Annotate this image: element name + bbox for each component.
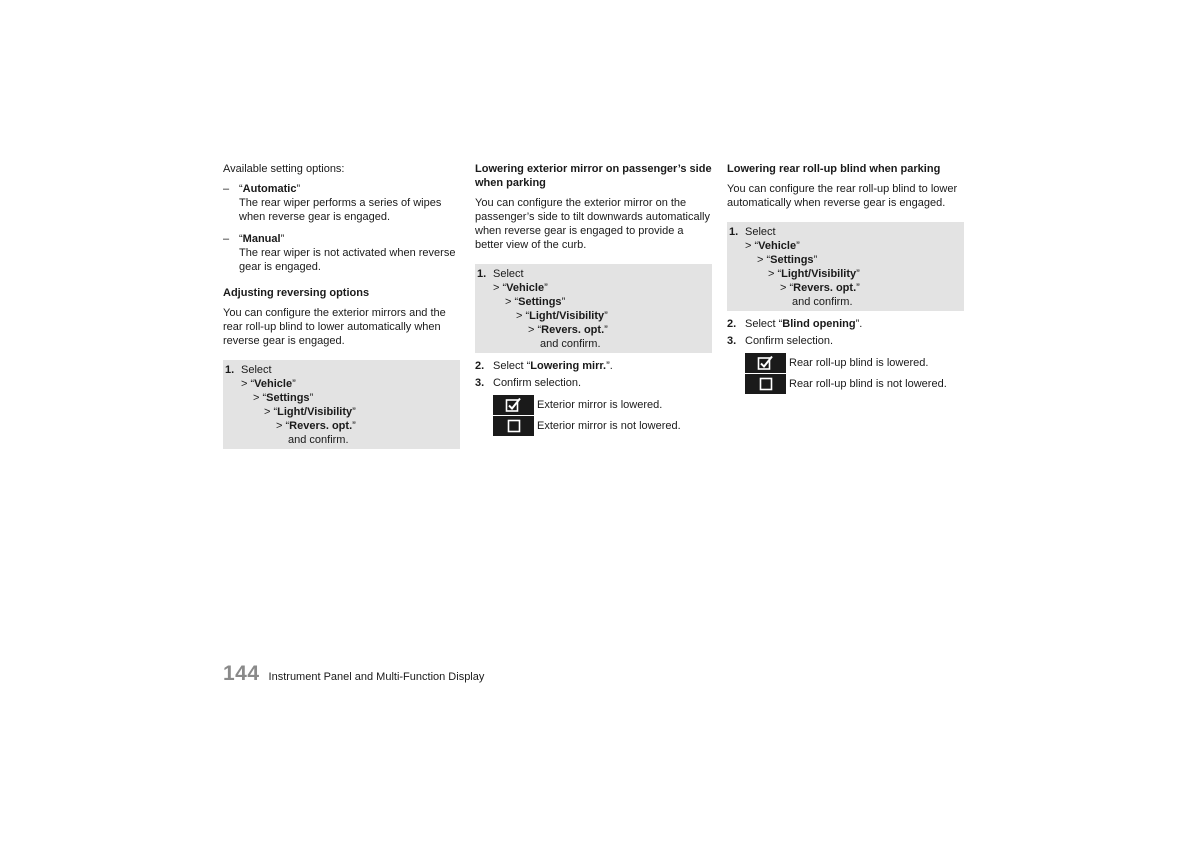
section-body: You can configure the rear roll-up blind to lower automatically when reverse gear is engaged. bbox=[727, 183, 958, 209]
menu-item-revers-opt: Revers. opt. bbox=[793, 282, 857, 294]
step-3 bbox=[475, 376, 712, 390]
column-left bbox=[223, 162, 460, 449]
step-number: 1. bbox=[477, 268, 487, 280]
step-text: Select bbox=[493, 268, 524, 280]
menu-item-settings: Settings bbox=[770, 254, 814, 266]
step-number: 2. bbox=[475, 360, 485, 372]
step-text-end: ”. bbox=[855, 318, 863, 330]
menu-path-vehicle: > “Vehicle” bbox=[493, 282, 548, 294]
section-heading: Lowering rear roll-up blind when parking bbox=[727, 163, 941, 175]
section-heading: Adjusting reversing options bbox=[223, 287, 370, 299]
step-value: Lowering mirr. bbox=[530, 360, 607, 372]
option-unchecked-text: Rear roll-up blind is not lowered. bbox=[789, 378, 947, 390]
option-checked-row bbox=[727, 353, 964, 373]
menu-path-vehicle: > “Vehicle” bbox=[241, 378, 296, 390]
menu-path-settings: > “Settings” bbox=[757, 254, 818, 266]
dash: – bbox=[223, 233, 230, 245]
option-manual bbox=[223, 232, 460, 274]
section-body: You can configure the exterior mirror on the passenger’s side to tilt downwards automatically when reverse gear is engaged to provide a better view of the curb. bbox=[475, 197, 710, 251]
option-unchecked-row bbox=[475, 416, 712, 436]
menu-item-light-visibility: Light/Visibility bbox=[529, 310, 605, 322]
step-value: Blind opening bbox=[782, 318, 856, 330]
step-1 bbox=[225, 363, 458, 377]
menu-path-revers: > “Revers. opt.” bbox=[276, 420, 356, 432]
menu-path-box bbox=[223, 360, 460, 449]
column-right bbox=[727, 162, 964, 394]
menu-item-settings: Settings bbox=[266, 392, 310, 404]
menu-path-box bbox=[475, 264, 712, 353]
option-unchecked-text: Exterior mirror is not lowered. bbox=[537, 420, 681, 432]
chapter-title: Instrument Panel and Multi-Function Display bbox=[268, 671, 485, 683]
menu-path-revers: > “Revers. opt.” bbox=[780, 282, 860, 294]
step-1 bbox=[729, 225, 962, 239]
step-number: 1. bbox=[729, 226, 739, 238]
menu-item-revers-opt: Revers. opt. bbox=[289, 420, 353, 432]
option-automatic bbox=[223, 182, 460, 224]
option-name: “Automatic” bbox=[239, 183, 301, 195]
menu-path-settings: > “Settings” bbox=[253, 392, 314, 404]
option-unchecked-row bbox=[727, 374, 964, 394]
confirm-text: and confirm. bbox=[540, 338, 601, 350]
page-footer bbox=[223, 662, 484, 686]
menu-path-light: > “Light/Visibility” bbox=[264, 406, 356, 418]
menu-path-box bbox=[727, 222, 964, 311]
menu-path-light: > “Light/Visibility” bbox=[516, 310, 608, 322]
menu-item-revers-opt: Revers. opt. bbox=[541, 324, 605, 336]
menu-path-revers: > “Revers. opt.” bbox=[528, 324, 608, 336]
checkbox-empty-icon bbox=[493, 416, 534, 436]
step-text: Select “ bbox=[493, 360, 531, 372]
step-text: Select “ bbox=[745, 318, 783, 330]
step-number: 3. bbox=[727, 335, 737, 347]
step-text: Confirm selection. bbox=[745, 335, 834, 347]
menu-path-settings: > “Settings” bbox=[505, 296, 566, 308]
section-heading: Lowering exterior mirror on passenger’s side when parking bbox=[475, 163, 712, 189]
option-name-value: Manual bbox=[242, 233, 281, 245]
step-number: 2. bbox=[727, 318, 737, 330]
section-body: You can configure the exterior mirrors and the rear roll-up blind to lower automatically when reverse gear is engaged. bbox=[223, 307, 446, 347]
step-text: Select bbox=[241, 364, 272, 376]
step-number: 3. bbox=[475, 377, 485, 389]
menu-item-light-visibility: Light/Visibility bbox=[781, 268, 857, 280]
confirm-text: and confirm. bbox=[792, 296, 853, 308]
option-checked-row bbox=[475, 395, 712, 415]
option-name: “Manual” bbox=[239, 233, 285, 245]
checkbox-checked-icon bbox=[493, 395, 534, 415]
column-middle bbox=[475, 162, 712, 436]
intro-text: Available setting options: bbox=[223, 163, 345, 175]
step-2 bbox=[475, 359, 712, 373]
dash: – bbox=[223, 183, 230, 195]
step-number: 1. bbox=[225, 364, 235, 376]
step-2 bbox=[727, 317, 964, 331]
menu-item-vehicle: Vehicle bbox=[758, 240, 797, 252]
checkbox-checked-icon bbox=[745, 353, 786, 373]
step-1 bbox=[477, 267, 710, 281]
option-description: The rear wiper performs a series of wipes when reverse gear is engaged. bbox=[239, 197, 442, 223]
menu-item-light-visibility: Light/Visibility bbox=[277, 406, 353, 418]
menu-item-vehicle: Vehicle bbox=[254, 378, 293, 390]
menu-path-light: > “Light/Visibility” bbox=[768, 268, 860, 280]
step-text-end: ”. bbox=[606, 360, 613, 372]
option-checked-text: Exterior mirror is lowered. bbox=[537, 399, 663, 411]
confirm-text: and confirm. bbox=[288, 434, 349, 446]
option-description: The rear wiper is not activated when reverse gear is engaged. bbox=[239, 247, 456, 273]
menu-path-vehicle: > “Vehicle” bbox=[745, 240, 800, 252]
step-text: Select bbox=[745, 226, 776, 238]
step-3 bbox=[727, 334, 964, 348]
checkbox-empty-icon bbox=[745, 374, 786, 394]
menu-item-vehicle: Vehicle bbox=[506, 282, 545, 294]
page-number: 144 bbox=[223, 662, 260, 685]
option-checked-text: Rear roll-up blind is lowered. bbox=[789, 357, 929, 369]
option-name-value: Automatic bbox=[242, 183, 297, 195]
step-text: Confirm selection. bbox=[493, 377, 582, 389]
menu-item-settings: Settings bbox=[518, 296, 562, 308]
